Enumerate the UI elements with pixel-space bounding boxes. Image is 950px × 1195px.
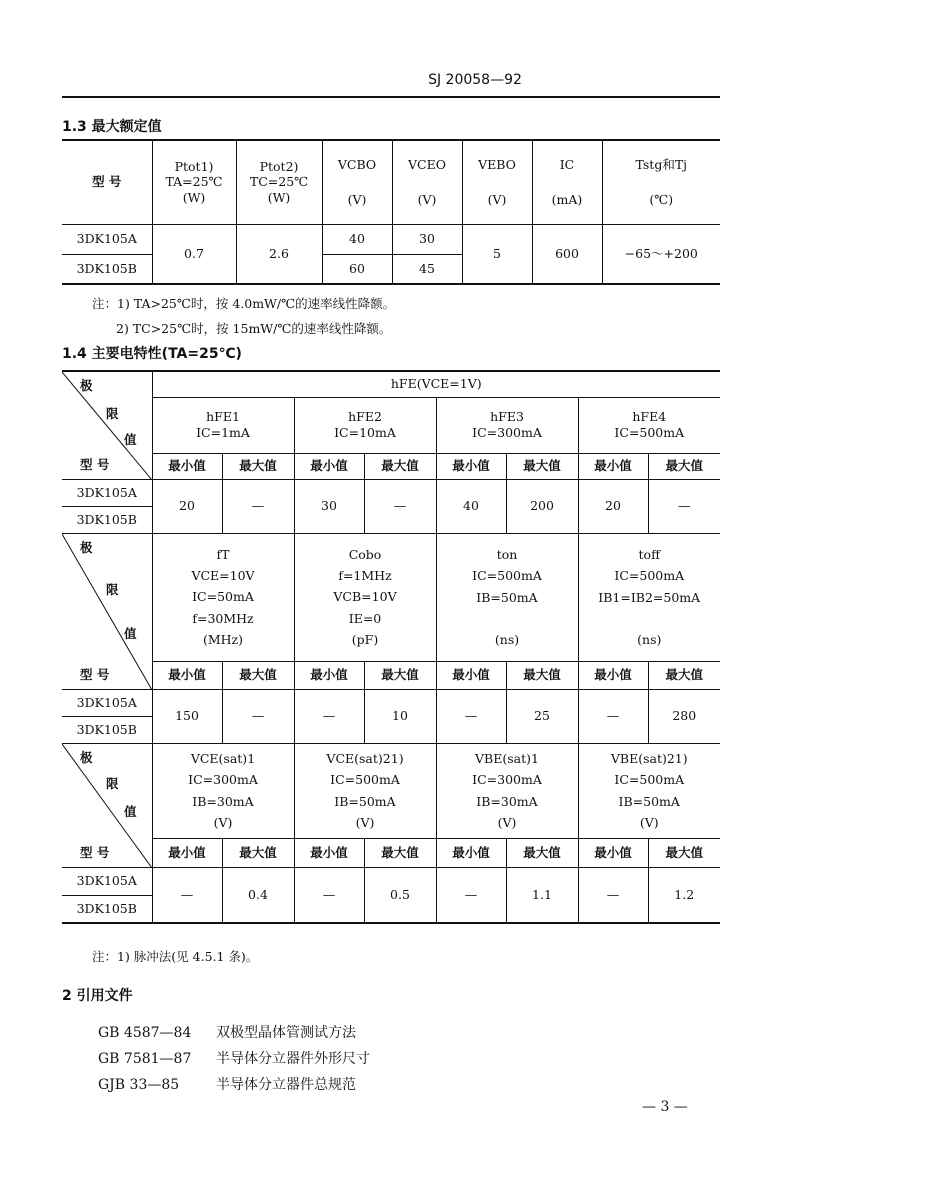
- value-cell: 0.4: [222, 867, 294, 923]
- min-label: 最小值: [436, 661, 506, 689]
- vebo-value: 5: [462, 224, 532, 284]
- col-vebo-header: VEBO (V): [462, 140, 532, 224]
- min-label: 最小值: [578, 453, 648, 479]
- document-number: SJ 20058—92: [428, 72, 522, 88]
- col-ptot2-header: Ptot2) TC=25℃ (W): [236, 140, 322, 224]
- vcesat1-header: VCE(sat)1 IC=300mA IB=30mA (V): [152, 743, 294, 838]
- min-label: 最小值: [578, 838, 648, 867]
- min-label: 最小值: [294, 453, 364, 479]
- ic-value: 600: [532, 224, 602, 284]
- value-cell: 25: [506, 689, 578, 743]
- value-cell: —: [578, 689, 648, 743]
- max-label: 最大值: [506, 661, 578, 689]
- list-item: GB 7581—87 半导体分立器件外形尺寸: [98, 1051, 370, 1067]
- value-cell: —: [222, 479, 294, 533]
- vceo-value: 45: [392, 254, 462, 284]
- value-cell: —: [436, 867, 506, 923]
- header-row: [62, 140, 720, 224]
- temp-value: −65～+200: [602, 224, 720, 284]
- max-label: 最大值: [648, 661, 720, 689]
- value-cell: —: [578, 867, 648, 923]
- page-number: — 3 —: [642, 1099, 688, 1115]
- corner-cell: 极 限 值 型 号: [62, 743, 152, 867]
- block1-cond-row: [62, 397, 720, 453]
- section-2-title: 2 引用文件: [62, 988, 133, 1004]
- vcbo-value: 60: [322, 254, 392, 284]
- note-2: 2) TC>25℃时，按 15mW/℃的速率线性降额。: [116, 321, 392, 336]
- max-label: 最大值: [648, 453, 720, 479]
- min-label: 最小值: [152, 661, 222, 689]
- hfe4-header: hFE4 IC=500mA: [578, 397, 720, 453]
- model-cell: 3DK105A: [62, 224, 152, 254]
- max-label: 最大值: [506, 453, 578, 479]
- hfe3-header: hFE3 IC=300mA: [436, 397, 578, 453]
- toff-header: toff IC=500mA IB1=IB2=50mA (ns): [578, 533, 720, 661]
- model-cell: 3DK105B: [62, 895, 152, 923]
- corner-cell: 极 限 值 型 号: [62, 533, 152, 689]
- value-cell: —: [364, 479, 436, 533]
- value-cell: 280: [648, 689, 720, 743]
- header-rule: [62, 96, 720, 98]
- ft-header: fT VCE=10V IC=50mA f=30MHz (MHz): [152, 533, 294, 661]
- min-label: 最小值: [578, 661, 648, 689]
- max-label: 最大值: [364, 661, 436, 689]
- vcesat2-header: VCE(sat)21) IC=500mA IB=50mA (V): [294, 743, 436, 838]
- max-label: 最大值: [648, 838, 720, 867]
- max-label: 最大值: [222, 453, 294, 479]
- model-cell: 3DK105A: [62, 689, 152, 716]
- table-row: [62, 689, 720, 716]
- col-model-header: 型 号: [62, 140, 152, 224]
- value-cell: 20: [152, 479, 222, 533]
- value-cell: —: [648, 479, 720, 533]
- ton-header: ton IC=500mA IB=50mA (ns): [436, 533, 578, 661]
- min-label: 最小值: [436, 838, 506, 867]
- max-ratings-table: [62, 139, 720, 285]
- max-label: 最大值: [506, 838, 578, 867]
- vbesat2-header: VBE(sat)21) IC=500mA IB=50mA (V): [578, 743, 720, 838]
- min-label: 最小值: [294, 661, 364, 689]
- min-label: 最小值: [152, 838, 222, 867]
- value-cell: 0.5: [364, 867, 436, 923]
- block1-title-row: [62, 371, 720, 397]
- section-1-3-title: 1.3 最大额定值: [62, 119, 162, 135]
- min-label: 最小值: [294, 838, 364, 867]
- max-label: 最大值: [364, 453, 436, 479]
- max-label: 最大值: [222, 661, 294, 689]
- value-cell: —: [222, 689, 294, 743]
- table-row: [62, 867, 720, 895]
- max-label: 最大值: [364, 838, 436, 867]
- list-item: GB 4587—84 双极型晶体管测试方法: [98, 1025, 356, 1041]
- value-cell: 40: [436, 479, 506, 533]
- col-vcbo-header: VCBO (V): [322, 140, 392, 224]
- table-row: [62, 479, 720, 506]
- block3-minmax-row: [62, 838, 720, 867]
- block2-minmax-row: [62, 661, 720, 689]
- value-cell: 150: [152, 689, 222, 743]
- value-cell: 1.1: [506, 867, 578, 923]
- block2-cond-row: [62, 533, 720, 661]
- pulse-note: 注：1) 脉冲法(见 4.5.1 条)。: [92, 949, 259, 964]
- model-cell: 3DK105B: [62, 716, 152, 743]
- ptot1-value: 0.7: [152, 224, 236, 284]
- hfe1-header: hFE1 IC=1mA: [152, 397, 294, 453]
- model-cell: 3DK105B: [62, 254, 152, 284]
- model-cell: 3DK105B: [62, 506, 152, 533]
- value-cell: 30: [294, 479, 364, 533]
- value-cell: 200: [506, 479, 578, 533]
- hfe-group-title: hFE(VCE=1V): [152, 371, 720, 397]
- vbesat1-header: VBE(sat)1 IC=300mA IB=30mA (V): [436, 743, 578, 838]
- min-label: 最小值: [436, 453, 506, 479]
- value-cell: —: [436, 689, 506, 743]
- block3-cond-row: [62, 743, 720, 838]
- min-label: 最小值: [152, 453, 222, 479]
- hfe2-header: hFE2 IC=10mA: [294, 397, 436, 453]
- value-cell: 20: [578, 479, 648, 533]
- note-1: 注：1) TA>25℃时，按 4.0mW/℃的速率线性降额。: [92, 296, 396, 311]
- electrical-characteristics-table: [62, 370, 720, 924]
- section-1-4-title: 1.4 主要电特性(TA=25℃): [62, 346, 242, 362]
- value-cell: —: [294, 867, 364, 923]
- cobo-header: Cobo f=1MHz VCB=10V IE=0 (pF): [294, 533, 436, 661]
- col-ic-header: IC (mA): [532, 140, 602, 224]
- model-cell: 3DK105A: [62, 867, 152, 895]
- col-vceo-header: VCEO (V): [392, 140, 462, 224]
- model-cell: 3DK105A: [62, 479, 152, 506]
- corner-cell: 极 限 值 型 号: [62, 371, 152, 479]
- col-temp-header: Tstg和Tj (℃): [602, 140, 720, 224]
- references-list: [98, 1020, 370, 1098]
- table-row: [62, 224, 720, 254]
- vcbo-value: 40: [322, 224, 392, 254]
- value-cell: —: [294, 689, 364, 743]
- ptot2-value: 2.6: [236, 224, 322, 284]
- value-cell: 10: [364, 689, 436, 743]
- value-cell: 1.2: [648, 867, 720, 923]
- list-item: GJB 33—85 半导体分立器件总规范: [98, 1077, 356, 1093]
- col-ptot1-header: Ptot1) TA=25℃ (W): [152, 140, 236, 224]
- vceo-value: 30: [392, 224, 462, 254]
- max-label: 最大值: [222, 838, 294, 867]
- value-cell: —: [152, 867, 222, 923]
- block1-minmax-row: [62, 453, 720, 479]
